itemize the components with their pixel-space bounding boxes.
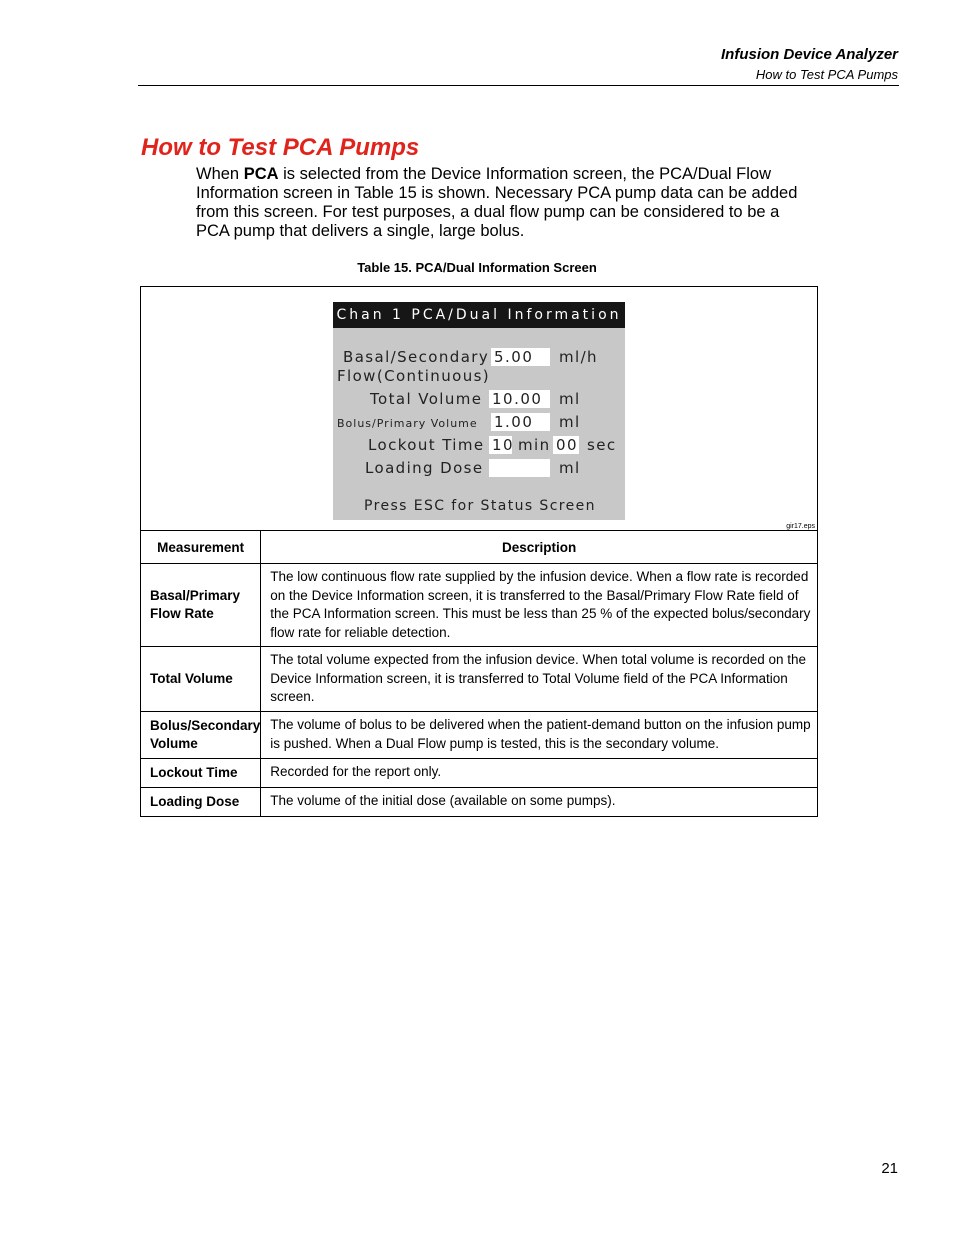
measurement-table xyxy=(140,530,818,817)
section-title: How to Test PCA Pumps xyxy=(141,134,420,161)
loading-dose-field xyxy=(489,459,550,477)
basal-label-line2: Flow(Continuous) xyxy=(337,367,491,385)
total-volume-label: Total Volume xyxy=(370,390,483,408)
header-rule xyxy=(138,85,899,86)
screen-footer: Press ESC for Status Screen xyxy=(364,498,596,514)
page-number: 21 xyxy=(881,1160,898,1177)
lockout-time-label: Lockout Time xyxy=(368,436,485,454)
table-row xyxy=(141,711,818,758)
figure-box xyxy=(140,286,818,531)
header-description: Description xyxy=(261,531,818,564)
measurement-cell: Loading Dose xyxy=(141,787,261,816)
bolus-volume-unit: ml xyxy=(559,413,581,431)
basal-value-field: 5.00 xyxy=(491,348,550,366)
basal-unit: ml/h xyxy=(559,348,598,366)
figure-file-tag: gir17.eps xyxy=(786,523,815,530)
bolus-volume-field: 1.00 xyxy=(491,413,550,431)
bolus-volume-label: Bolus/Primary Volume xyxy=(337,417,478,430)
screen-title: Chan 1 PCA/Dual Information xyxy=(333,302,625,328)
measurement-cell: Total Volume xyxy=(141,647,261,712)
lockout-sec-field: 00 xyxy=(553,436,579,454)
description-cell: The volume of the initial dose (available on some pumps). xyxy=(261,787,818,816)
table-row xyxy=(141,647,818,712)
basal-label-line1: Basal/Secondary xyxy=(343,348,490,366)
total-volume-field: 10.00 xyxy=(489,390,550,408)
lockout-min-field: 10 xyxy=(489,436,512,454)
header-measurement: Measurement xyxy=(141,531,261,564)
intro-text-pre: When xyxy=(196,165,244,183)
loading-dose-unit: ml xyxy=(559,459,581,477)
intro-paragraph xyxy=(196,165,808,241)
lockout-min-unit: min xyxy=(518,436,551,454)
table-row xyxy=(141,787,818,816)
loading-dose-label: Loading Dose xyxy=(365,459,484,477)
device-screen xyxy=(333,302,625,520)
lockout-sec-unit: sec xyxy=(587,436,617,454)
description-cell: The total volume expected from the infusion device. When total volume is recorded on the Device Information screen, it is transferred to Total Volume field of the PCA Information screen. xyxy=(261,647,818,712)
table-row xyxy=(141,758,818,787)
description-cell: Recorded for the report only. xyxy=(261,758,818,787)
table-header-row xyxy=(141,531,818,564)
description-cell: The low continuous flow rate supplied by the infusion device. When a flow rate is recorded on the Device Information screen, it is transferred to the Basal/Primary Flow Rate field of the PCA Information screen. This must be less than 25 % of the expected bolus/secondary flow rate for reliable detection. xyxy=(261,564,818,647)
measurement-cell: Lockout Time xyxy=(141,758,261,787)
running-header-title: Infusion Device Analyzer xyxy=(721,46,898,63)
intro-text-post: is selected from the Device Information screen, the PCA/Dual Flow Information screen in Table 15 is shown. Necessary PCA pump data can be added from this screen. For test purposes, a dual flow pump can be considered to be a PCA pump that delivers a single, large bolus. xyxy=(196,165,798,240)
total-volume-unit: ml xyxy=(559,390,581,408)
measurement-cell: Bolus/Secondary Volume xyxy=(141,711,261,758)
description-cell: The volume of bolus to be delivered when the patient-demand button on the infusion pump is pushed. When a Dual Flow pump is tested, this is the secondary volume. xyxy=(261,711,818,758)
table-row xyxy=(141,564,818,647)
measurement-cell: Basal/Primary Flow Rate xyxy=(141,564,261,647)
intro-text-bold: PCA xyxy=(243,165,279,183)
table-caption: Table 15. PCA/Dual Information Screen xyxy=(357,260,597,275)
running-header-subtitle: How to Test PCA Pumps xyxy=(755,67,898,82)
